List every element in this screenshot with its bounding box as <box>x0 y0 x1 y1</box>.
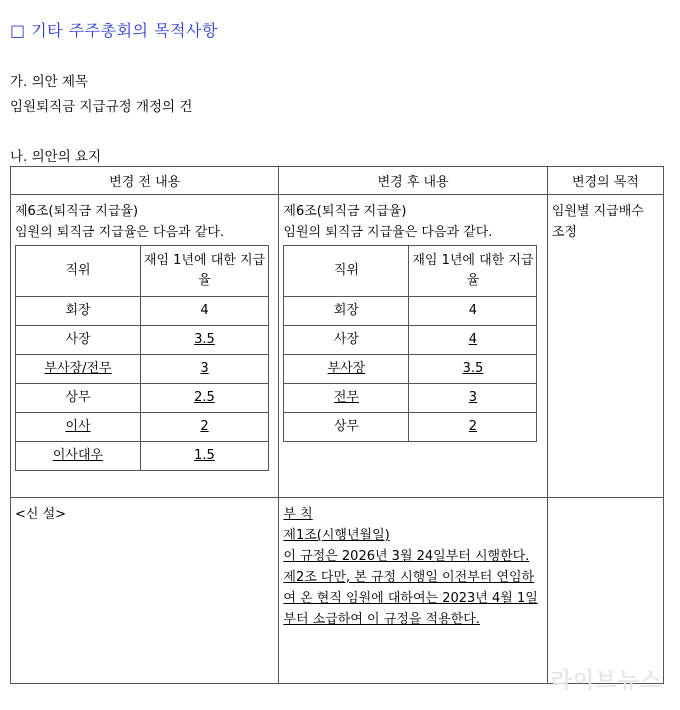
before-rate-5: 1.5 <box>141 442 269 471</box>
table-row <box>284 355 537 384</box>
header-after: 변경 후 내용 <box>279 167 547 195</box>
after-title-0: 회장 <box>284 297 409 326</box>
new-label: <신 설> <box>15 507 67 522</box>
agenda-name: 임원퇴직금 지급규정 개정의 건 <box>10 99 193 115</box>
table-row <box>284 297 537 326</box>
after-rate-1: 4 <box>409 326 537 355</box>
addendum-cell <box>279 498 547 684</box>
section-title: □ 기타 주주총회의 목적사항 <box>10 21 218 40</box>
before-desc: 임원의 퇴직금 지급율은 다음과 같다. <box>15 225 225 240</box>
after-col-title: 직위 <box>284 246 409 297</box>
empty-purpose-cell <box>547 498 663 684</box>
before-col-title: 직위 <box>16 246 141 297</box>
before-cell <box>11 195 279 498</box>
after-rate-4: 2 <box>409 413 537 442</box>
table-row <box>284 384 537 413</box>
after-rate-3: 3 <box>409 384 537 413</box>
before-article: 제6조(퇴직금 지급율) <box>15 204 139 219</box>
addendum-article2-text: 제2조 다만, 본 규정 시행일 이전부터 연임하여 온 현직 임원에 대하여는 2023년 4월 1일부터 소급하여 이 규정을 적용한다. <box>283 570 538 627</box>
addendum-article1-title: 제1조(시행년월일) <box>283 528 390 543</box>
table-row <box>16 442 269 471</box>
watermark-logo: 라이브뉴스 <box>550 669 662 694</box>
before-rate-3: 2.5 <box>141 384 269 413</box>
header-before: 변경 전 내용 <box>11 167 279 195</box>
after-cell <box>279 195 547 498</box>
table-row <box>16 384 269 413</box>
after-title-2: 부사장 <box>284 355 409 384</box>
before-title-0: 회장 <box>16 297 141 326</box>
after-article: 제6조(퇴직금 지급율) <box>283 204 407 219</box>
after-title-1: 사장 <box>284 326 409 355</box>
summary-label: 나. 의안의 요지 <box>10 149 102 165</box>
before-title-5: 이사대우 <box>16 442 141 471</box>
table-row <box>16 297 269 326</box>
after-col-rate: 재임 1년에 대한 지급율 <box>409 246 537 297</box>
before-rate-4: 2 <box>141 413 269 442</box>
purpose-cell <box>547 195 663 498</box>
before-title-2: 부사장/전무 <box>16 355 141 384</box>
header-purpose: 변경의 목적 <box>547 167 663 195</box>
after-desc: 임원의 퇴직금 지급율은 다음과 같다. <box>283 225 493 240</box>
table-row <box>284 413 537 442</box>
after-rate-table <box>283 245 537 442</box>
comparison-table <box>10 166 664 684</box>
agenda-label: 가. 의안 제목 <box>10 74 89 90</box>
addendum-article1-text: 이 규정은 2026년 3월 24일부터 시행한다. <box>283 549 530 564</box>
table-row <box>284 326 537 355</box>
before-rate-1: 3.5 <box>141 326 269 355</box>
table-row <box>16 355 269 384</box>
table-row <box>16 326 269 355</box>
after-title-4: 상무 <box>284 413 409 442</box>
purpose-text: 임원별 지급배수 조정 <box>551 204 644 240</box>
before-rate-2: 3 <box>141 355 269 384</box>
addendum-title: 부 칙 <box>283 507 313 522</box>
before-title-4: 이사 <box>16 413 141 442</box>
before-col-rate: 재임 1년에 대한 지급율 <box>141 246 269 297</box>
before-rate-0: 4 <box>141 297 269 326</box>
before-rate-table <box>15 245 269 471</box>
before-title-1: 사장 <box>16 326 141 355</box>
after-rate-2: 3.5 <box>409 355 537 384</box>
before-title-3: 상무 <box>16 384 141 413</box>
after-rate-0: 4 <box>409 297 537 326</box>
new-label-cell <box>11 498 279 684</box>
after-title-3: 전무 <box>284 384 409 413</box>
table-row <box>16 413 269 442</box>
